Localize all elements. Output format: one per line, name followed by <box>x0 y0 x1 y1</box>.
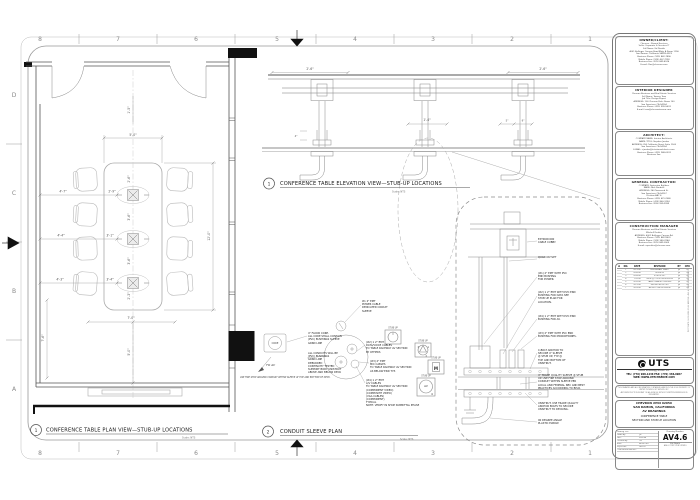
grid-label: 2 <box>510 450 514 457</box>
legend-number: 4 <box>431 392 433 396</box>
elevation-pedestals <box>300 80 534 181</box>
view-number: 2 <box>266 430 270 436</box>
section-header: OWNER/CLIENT: <box>639 37 669 42</box>
section-lines: Chevron - Shared Services Seller Corporate & Services IT Full Name: Ed Davids 4001 Bollinger Canyon Road Bldg. A Room 1156 San Ramon, California 94583-0923 Business Phone: (925) 842-7896 Mobile Phone: (925) 407-7228 Business Fax: (925) 842-4526 E-mail: Dav@chevron.com <box>629 42 679 66</box>
grid-label: 3 <box>431 36 435 43</box>
drawing-number-label: Drawing Number <box>666 431 684 434</box>
grid-label: D <box>11 92 17 99</box>
grid-label: 7 <box>116 36 120 43</box>
view-number: 1 <box>267 182 271 188</box>
legend-label: STUB UP <box>418 339 428 343</box>
dimension-label: 2'-6" <box>127 175 131 183</box>
grid-label: 1 <box>588 450 592 457</box>
dimension-label: 9" <box>521 119 525 123</box>
dimension-label: 12'-0" <box>207 231 211 241</box>
elevation-dim-lines <box>271 71 580 140</box>
dimension-label: 7'-6" <box>41 334 45 342</box>
floor-plan-mullions <box>229 118 235 368</box>
detail-leader-line <box>452 152 600 199</box>
section-header: INTERIOR DESIGNER <box>635 88 673 93</box>
view-scale: Scale: NTS <box>392 190 406 194</box>
plot-stamp: PLOT DATE: 8-29-2006 10:42 AM FILE: AV4.6 CONF STUB UP.DWG <box>688 270 690 332</box>
grid-label: 6 <box>194 450 198 457</box>
legend-number: 2 <box>425 355 427 358</box>
dimension-label: 4'-4" <box>57 233 65 238</box>
conduit-callout-av: (#4) 1 2" EMT A/V CABLES TO TABLE RACEWAY AV SECTION (COMPONENT VIDEO) (COMPOSITE VIDEO) (VGA CABLES) (COMPONENT) TYPICAL NOTE: VERIFY IN SHOP SUBMITTAL PHASE <box>366 379 420 408</box>
titleblock-owner-section <box>615 36 694 85</box>
view-title: CONFERENCE TABLE ELEVATION VIEW—STUB-UP LOCATIONS <box>280 181 442 187</box>
detail-callout-av-emt: (#4) 1 2" EMT WITH PVC END BUSHING FOR AV. <box>538 315 576 322</box>
detail-callout-unistrut: UNISTRUT. USE TRADE QUALITY ANCHOR BOLTS TO SECURE UNISTRUT TO DECKING. <box>538 402 579 412</box>
conduit-callout-data: (#2) 1 2" EMT DATA/VOICE CABLES TO TABLE RACEWAY AV SECTION BY OTHERS <box>366 341 408 354</box>
dimension-label: 2'-3" <box>127 292 131 300</box>
grid-label: B <box>11 288 17 295</box>
grid-label: 7 <box>116 450 120 457</box>
revision-col: NO. <box>623 264 629 268</box>
conduit-title <box>263 426 419 441</box>
uts-logo-text: UTS <box>648 358 670 369</box>
grid-label: 4 <box>353 450 357 457</box>
legend-m: M <box>433 366 439 371</box>
drawing-number: AV4.6 <box>659 433 692 443</box>
detail-callout-sleeve: 4" TRADE QUALITY SLEEVE @ STUB UP. USE FIRE STOP AROUND CONDUIT WITHIN SLEEVE PER LOCAL AND FEDERAL NEC AND BEST PRACTICES ACCORDING TO BISCI. <box>538 374 585 390</box>
detail-callout-cable-cubby: EXTRON 600 CABLE CUBBY. <box>538 238 556 245</box>
uts-phone: TEL: (770) 908-1236 FAX: (770) 338-0987 <box>626 372 682 376</box>
titleblock-cm-section <box>615 222 694 261</box>
legend-number: 3 <box>417 346 419 349</box>
dimension-label: 7'-0" <box>127 316 135 320</box>
revision-col: DATE <box>630 265 644 269</box>
grid-label: 5 <box>275 36 279 43</box>
uts-logo-block <box>615 357 694 384</box>
to-av-label: TO AV <box>266 363 276 367</box>
section-header: ARCHITECT: <box>643 133 665 138</box>
credenza <box>88 388 182 396</box>
dimension-label: 5" <box>505 119 509 123</box>
dimension-label: 4" <box>294 135 298 138</box>
grid-label: 5 <box>275 450 279 457</box>
conduit-callout-mic: (#3) 2" EMT MIC CABLES TO TABLE RACEWAY AV SECTION AS BELOW END TYP. <box>370 360 412 373</box>
dimension-label: 5'-0" <box>127 348 131 356</box>
uts-globe-icon <box>638 360 646 368</box>
section-cut-line <box>33 406 230 414</box>
uts-website: WEB: WWW.UTECHSERVE.COM <box>633 375 675 379</box>
info-rows: Drawing Title: Drawn By: JM Date: 8-29-06 Checked By: CB Scale: AS NOTED Project No.: 06-116 CONF-REVISION6 06-7 <box>617 431 658 468</box>
revision-col: REVISION <box>644 265 675 269</box>
titleblock-designer-section <box>615 86 694 130</box>
view-title: CONFERENCE TABLE PLAN VIEW—STUB-UP LOCATIONS <box>46 427 193 434</box>
revision-col: BY <box>675 265 683 269</box>
project-title-lines: CONFERENCE TABLE SECTION AND STUB UP LOCATION <box>632 415 676 422</box>
view-scale: Scale: NTS <box>400 438 414 441</box>
section-header: GENERAL CONTRACTOR: <box>631 179 677 184</box>
dimension-label: 4'-3" <box>56 277 64 282</box>
grid-label: C <box>11 190 17 197</box>
dimension-label: 3'-6" <box>127 213 131 221</box>
revision-col: CHK <box>684 264 690 268</box>
plan-dim-labels <box>41 106 211 356</box>
revision-rows: 1 6-21-06 PRELIMINARY DRAFT JM CB 2 6-26-06 REVISION JM CB 3 6-28-06 STUB UP NO. JM CB 4 7-10-06 ISSUE @ CON STUB REVISION JM CB 5 8-10-06 TABLE CHANGE / REVISED JM CB 6 8-21-06 REVISED AS NOTED JM CB 7 8-29-06 AS BUILT DWGS REVIEW JM CB <box>617 269 692 290</box>
legend-label: STUB UP <box>431 356 441 360</box>
conduit-bottom-note: USE FIRE STOP AROUND CONDUIT WITHIN SLEEVE AT TOP AND BOTTOM OF DECK. <box>240 376 331 379</box>
section-lines: Chevron Business and Real Estate Services Mitchell Perkins ADDRESS: 6001 Bollinger Canyon Rd. Business Phone: (925) 842-5601 Mobile Phone: (925) 980-2244 Business Fax: (925) 842-0909 E-mail: mperkins@chevron.com <box>631 229 677 248</box>
detail-bubble-ellipse <box>398 138 458 282</box>
dimension-label: 3'-6" <box>127 257 131 265</box>
disclaimer: THIS DRAWING AND ALL INFORMATION CONTAINED HEREON IS THE SOLE PROPERTY OF UNITED TECHNOLOGY SERVICE, INC. ANY REPRODUCTION IN PART OR AS A WHOLE WITHOUT WRITTEN PERMISSION IS PROHIBITED. <box>615 385 694 398</box>
detail-callout-cbolt: C-BOLT ANCHOR TO SECURE 4" SLEEVE @ STUB UP, TYP @ TOP AND BOTTOM OF UNISTRUT. <box>538 349 566 365</box>
legend-label: STUB UP <box>421 374 431 378</box>
section-header: CONSTRUCTION MANAGER <box>629 224 679 229</box>
grid-label: 3 <box>431 450 435 457</box>
section-lines: COMPANY: Swinerton Builders NAME: Nick Pandolfi ADDRESS: 260 Townsend St. San Francisco, CA 94107 Division ABC 4 Business Phone: (415) 421-2980 Mobile Phone: (415) 860-1234 Business Fax: (999) 999-9999 <box>637 184 671 206</box>
title-block <box>612 33 696 459</box>
revision-table <box>615 263 694 356</box>
conduit-callout-power: #1 2" EMT POWER CABLE DEDICATED CIRCUIT SLEEVE <box>362 300 388 313</box>
detail-callout-mic-emt: (#3) 2" EMT WITH PVC END BUSHING FOR MICROPHONES. <box>538 332 577 339</box>
grid-label: 8 <box>38 36 42 43</box>
detail-callout-elbow: 90 DEGREE ANGLE PLASTIC ELBOW. <box>538 419 563 426</box>
uts-subtitle: United Technology Service, Inc. <box>617 369 692 372</box>
grid-label: A <box>11 386 17 393</box>
section-lines: COMPANY NAME: Interior Architects NAME: TITLE: Stephen Jacobs ADDRESS: 350 California Street Suite 1500 San Francisco, CA 94104 E-MAIL: s.jacobs@interiorarchitects.com Business Phone: (415) 248-0374 Business Fax: <box>631 138 677 157</box>
titleblock-gc-section <box>615 178 694 221</box>
detail-callout-quad-outlet: QUAD OUTLET <box>538 256 557 259</box>
legend-av: AV <box>424 384 428 388</box>
drawing-number-block <box>658 431 692 468</box>
dimension-label: 1'-5" <box>127 106 131 114</box>
detail-callout-data-emt: (#2) 1 2" EMT WITH PVC END BUSHING FOR DATA SEE STUB UP PLAN FOR LOCATION. <box>538 291 576 304</box>
door-swings <box>52 66 206 98</box>
grid-label: 8 <box>38 450 42 457</box>
detail-unistrut-holes <box>469 370 542 395</box>
grid-label: 1 <box>588 36 592 43</box>
section-lines: Chevron Business and Real Estate Services Full Name: Tommy Tsao Job Title: Design Expert ADDRESS: 100 Chevron Park, Room 100 San Francisco, CA 94104 Business Phone: (415) 926-5674 E-mail: tsao@chevrontexaco.com <box>631 93 677 111</box>
dimension-label: 2'-6" <box>306 67 314 71</box>
titleblock-architect-section <box>615 131 694 176</box>
dimension-label: 4'-7" <box>59 189 67 194</box>
dimension-label: 3'-4" <box>106 277 114 282</box>
grid-label: 4 <box>353 36 357 43</box>
core-label: CORE <box>271 342 279 345</box>
to-av-arrowhead <box>258 367 264 372</box>
elevation-dim-labels <box>295 67 548 138</box>
file-name-value: AV4.6 CONF STUB UP.DWG <box>663 445 687 448</box>
revision-col-delta: Δ <box>618 264 620 268</box>
plan-title <box>31 425 229 440</box>
view-title: CONDUIT SLEEVE PLAN <box>280 429 343 435</box>
conduit-callout-all-conduits: ALL CONDUITS WILL BE (PVC) BUSHINGS GRND LINE DEBURRED CONTINUITY TESTED SUPPORT BODY UNISTRUT ABOVE AND BELOW DECK <box>308 352 342 375</box>
dimension-label: 2'-9" <box>108 189 116 194</box>
file-name-label: File Name <box>670 443 681 446</box>
legend-number: 1 <box>427 346 429 349</box>
detail-callout-power-emt: (#1) 2" EMT WITH PVC END BUSHING FOR POWER. <box>538 272 567 282</box>
grid-labels <box>12 36 592 457</box>
view-scale: Scale: NTS <box>182 436 196 440</box>
project-block <box>615 400 694 428</box>
dimension-label: 3'-1" <box>106 233 114 238</box>
grid-label: 2 <box>510 36 514 43</box>
view-number: 1 <box>34 429 38 434</box>
conduit-callout-core: 4" FLOOR CORE. ALL CORE SHALL CONTAIN (PVC) BUSHINGS SLEEVE GRND LINE <box>308 332 342 345</box>
grid-label: 6 <box>194 36 198 43</box>
project-lines: CHEVRON #PDI 92056 SAN RAMON, CALIFORNIA AV DRAWINGS <box>633 400 675 413</box>
dimension-label: 1'-4" <box>423 118 431 122</box>
dimension-label: 5'-0" <box>129 133 137 137</box>
info-table <box>615 429 694 470</box>
legend-label: STUB UP <box>388 326 398 330</box>
elevation-title <box>264 178 471 194</box>
centering-marks <box>2 30 303 456</box>
dimension-label: 2'-6" <box>539 67 547 71</box>
floor-plan-walls <box>24 48 257 412</box>
